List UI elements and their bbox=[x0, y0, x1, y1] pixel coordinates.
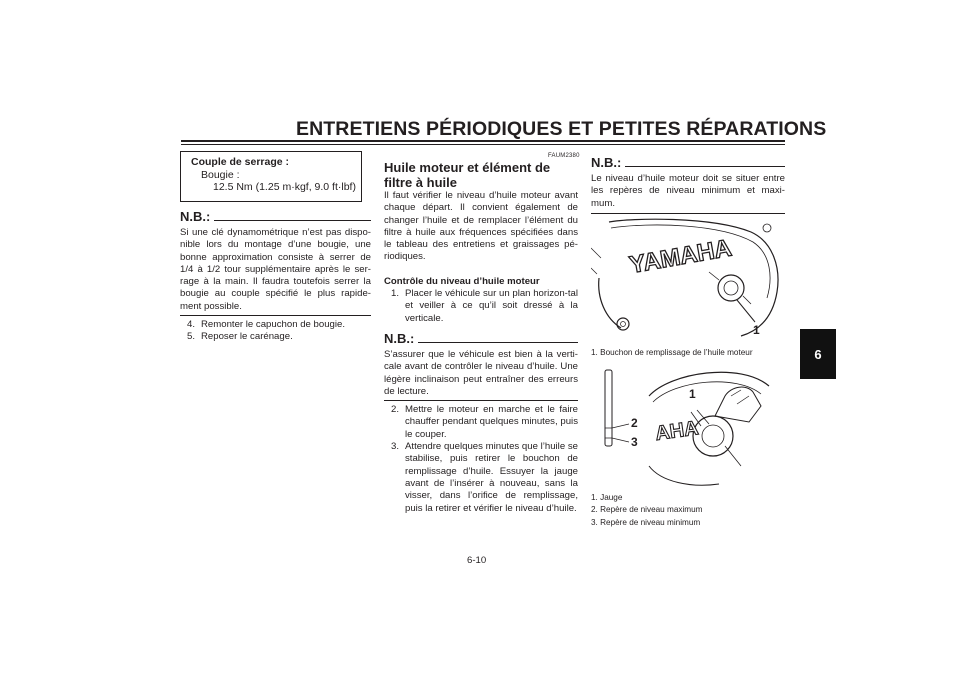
col2-steps bbox=[384, 404, 578, 515]
sub-heading: Contrôle du niveau d’huile moteur bbox=[384, 275, 540, 287]
brand-logo: YAMAHA bbox=[627, 234, 734, 280]
list-item bbox=[180, 319, 371, 331]
nb-text: Le niveau d’huile moteur doit se situer entre les repères de niveau minimum et maxi-mum. bbox=[591, 173, 785, 209]
section-title: Huile moteur et élément de filtre à huile bbox=[384, 160, 551, 190]
nb-text: S’assurer que le véhicule est bien à la verti-cale avant de contrôler le niveau d’huile. Une légère inclinaison peut entraîner des erreurs de lecture. bbox=[384, 348, 578, 397]
section-code: FAUM2380 bbox=[548, 153, 580, 159]
torque-box-title: Couple de serrage : bbox=[191, 156, 290, 168]
nb-label: N.B.: bbox=[180, 209, 211, 224]
figure1-callout: 1 bbox=[753, 323, 760, 337]
cover-lower-edge bbox=[649, 466, 719, 485]
bolt-top bbox=[763, 224, 771, 232]
brand-fragment: AHA bbox=[653, 417, 700, 446]
nb-end-rule bbox=[591, 213, 785, 214]
nb-rule bbox=[625, 166, 785, 167]
nb-heading bbox=[384, 330, 578, 346]
bolt-left-center bbox=[621, 322, 626, 327]
finger-lines bbox=[731, 390, 749, 404]
torque-box bbox=[180, 151, 362, 202]
figure1-caption: 1. Bouchon de remplissage de l’huile moteur bbox=[591, 348, 753, 357]
col1-nb bbox=[180, 208, 371, 344]
filler-cap-center bbox=[724, 281, 738, 295]
nb-heading bbox=[591, 154, 785, 170]
nb-heading bbox=[180, 208, 371, 224]
step-number: 2. bbox=[391, 404, 400, 416]
step-number: 5. bbox=[187, 331, 196, 343]
callout-leader bbox=[737, 300, 755, 322]
nb-rule bbox=[214, 220, 371, 221]
figure2-callout-1: 1 bbox=[689, 387, 696, 401]
engine-cover-figure bbox=[591, 218, 785, 345]
nb-text: Si une clé dynamométrique n’est pas dispo-nible lors du montage d’une bougie, une bonne approximation consiste à serrer de 1/4 à 1/2 tour supplémentaire après le ser-rage à la main. Il faudra toutefois serrer la bougie au couple spécifié le plus rapide-ment possible. bbox=[180, 227, 371, 312]
nb-end-rule bbox=[180, 315, 371, 316]
list-item bbox=[384, 288, 578, 325]
step-number: 4. bbox=[187, 319, 196, 331]
filler-hole bbox=[702, 425, 724, 447]
figure2-caption: 3. Repère de niveau minimum bbox=[591, 517, 701, 527]
torque-box-value: 12.5 Nm (1.25 m·kgf, 9.0 ft·lbf) bbox=[213, 181, 356, 193]
bolt-left bbox=[617, 318, 629, 330]
col2-body bbox=[384, 190, 578, 515]
step-text: Placer le véhicule sur un plan horizon-tal et veiller à ce qu’il soit dressé à la verticale. bbox=[405, 288, 578, 324]
page-title: ENTRETIENS PÉRIODIQUES ET PETITES RÉPARATIONS bbox=[296, 118, 827, 140]
nb-label: N.B.: bbox=[591, 155, 622, 170]
nb-rule bbox=[418, 342, 578, 343]
nb-end-rule bbox=[384, 400, 578, 401]
page-number: 6-10 bbox=[467, 555, 487, 566]
col3-nb bbox=[591, 154, 785, 210]
hand-outline bbox=[715, 387, 761, 422]
figure2-callout-3: 3 bbox=[631, 435, 638, 449]
step-number: 1. bbox=[391, 288, 400, 300]
figure2-captions bbox=[591, 492, 785, 529]
step-text: Reposer le carénage. bbox=[201, 331, 293, 343]
cap-edges bbox=[709, 272, 751, 304]
mark-leaders bbox=[612, 424, 629, 442]
filler-cap-ring bbox=[718, 275, 744, 301]
step-text: Attendre quelques minutes que l’huile se stabilise, puis retirer le bouchon de remplissage d’huile. Essuyer la jauge avant de l’insérer à nouveau, sans la visser, dans l’orifice de remplissage, puis la retirer et vérifier le niveau d’huile. bbox=[405, 441, 578, 514]
figure2-caption: 1. Jauge bbox=[591, 493, 623, 502]
list-item bbox=[180, 331, 371, 343]
dipstick-marks bbox=[605, 428, 612, 438]
dipstick-figure bbox=[591, 366, 785, 491]
torque-box-item: Bougie : bbox=[201, 168, 240, 181]
figure2-callout-2: 2 bbox=[631, 416, 638, 430]
figure2-caption: 2. Repère de niveau maximum bbox=[591, 505, 703, 515]
header-rule-thin bbox=[181, 144, 785, 145]
col2-step1 bbox=[384, 288, 578, 325]
step-text: Remonter le capuchon de bougie. bbox=[201, 319, 346, 331]
header-rule bbox=[181, 140, 785, 142]
list-item bbox=[384, 404, 578, 441]
col1-steps bbox=[180, 319, 371, 344]
step-text: Mettre le moteur en marche et le faire chauffer pendant quelques minutes, puis le couper. bbox=[405, 404, 578, 440]
step-number: 3. bbox=[391, 441, 400, 453]
chapter-tab: 6 bbox=[800, 329, 836, 379]
list-item bbox=[384, 441, 578, 515]
nb-label: N.B.: bbox=[384, 330, 415, 346]
dipstick-rod bbox=[605, 370, 612, 446]
intro-text: Il faut vérifier le niveau d’huile moteur avant chaque départ. Il convient également de changer l’huile et de remplacer l’élément du filtre à huile aux fréquences spécifiées dans le tableau des entretiens et graissages pé-riodiques. bbox=[384, 190, 578, 263]
frame-lines bbox=[591, 248, 601, 274]
